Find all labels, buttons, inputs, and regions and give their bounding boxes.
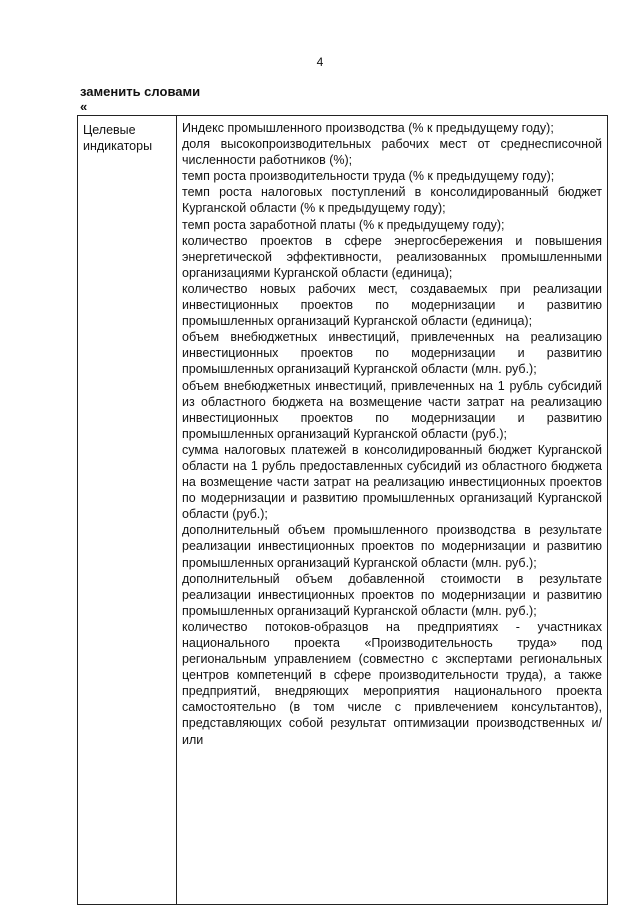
opening-quote: « bbox=[80, 99, 88, 114]
indicator-item: темп роста производительности труда (% к предыдущему году); bbox=[182, 169, 555, 184]
intro-text: заменить словами bbox=[80, 84, 201, 99]
label-line: Целевые bbox=[83, 123, 136, 137]
indicator-item: темп роста налоговых поступлений в консолидированный бюджет Курганской области (% к предыдущему году); bbox=[182, 185, 602, 216]
indicators-table bbox=[77, 115, 608, 905]
indicator-item: объем внебюджетных инвестиций, привлеченных на реализацию инвестиционных проектов по модернизации и развитию промышленных организаций Курганской области (млн. руб.); bbox=[182, 330, 602, 377]
indicator-item: дополнительный объем добавленной стоимости в результате реализации инвестиционных проектов по модернизации и развитию промышленных организаций Курганской области (млн. руб.); bbox=[182, 571, 602, 618]
content-cell bbox=[177, 116, 608, 905]
table-row bbox=[78, 116, 608, 905]
indicator-item: количество новых рабочих мест, создаваемых при реализации инвестиционных проектов по модернизации и развитию промышленных организаций Курганской области (единица); bbox=[182, 281, 602, 329]
indicator-item: темп роста заработной платы (% к предыдущему году); bbox=[182, 217, 505, 232]
page-number: 4 bbox=[316, 55, 324, 69]
indicator-item: дополнительный объем промышленного производства в результате реализации инвестиционных проектов по модернизации и развитию промышленных организаций Курганской области (млн. руб.); bbox=[182, 523, 602, 570]
indicator-item: сумма налоговых платежей в консолидированный бюджет Курганской области на 1 рубль предоставленных субсидий из областного бюджета на возмещение части затрат на реализацию инвестиционных проектов по модернизации и развитию промышленных организаций Курганской области (руб.); bbox=[182, 442, 602, 522]
indicator-item: Индекс промышленного производства (% к предыдущему году); bbox=[182, 121, 554, 135]
indicator-item: количество потоков-образцов на предприятиях - участниках национального проекта «Производительность труда» под региональным управлением (совместно с экспертами региональных центров компетенций в сфере производительности труда), а также предприятий, внедряющих мероприятия национального проекта самостоятельно (в том числе с привлечением консультантов), представляющих собой результат оптимизации производственных и/или bbox=[182, 619, 602, 747]
indicator-item: объем внебюджетных инвестиций, привлеченных на 1 рубль субсидий из областного бюджета на возмещение части затрат на реализацию инвестиционных проектов по модернизации и развитию промышленных организаций Курганской области (руб.); bbox=[182, 378, 602, 441]
indicator-item: доля высокопроизводительных рабочих мест от среднесписочной численности работников (%); bbox=[182, 137, 602, 168]
indicator-item: количество проектов в сфере энергосбережения и повышения энергетической эффективности, реализованных промышленными организациями Курганской области (единица); bbox=[182, 233, 602, 280]
label-line: индикаторы bbox=[83, 139, 153, 154]
label-cell bbox=[78, 116, 177, 905]
